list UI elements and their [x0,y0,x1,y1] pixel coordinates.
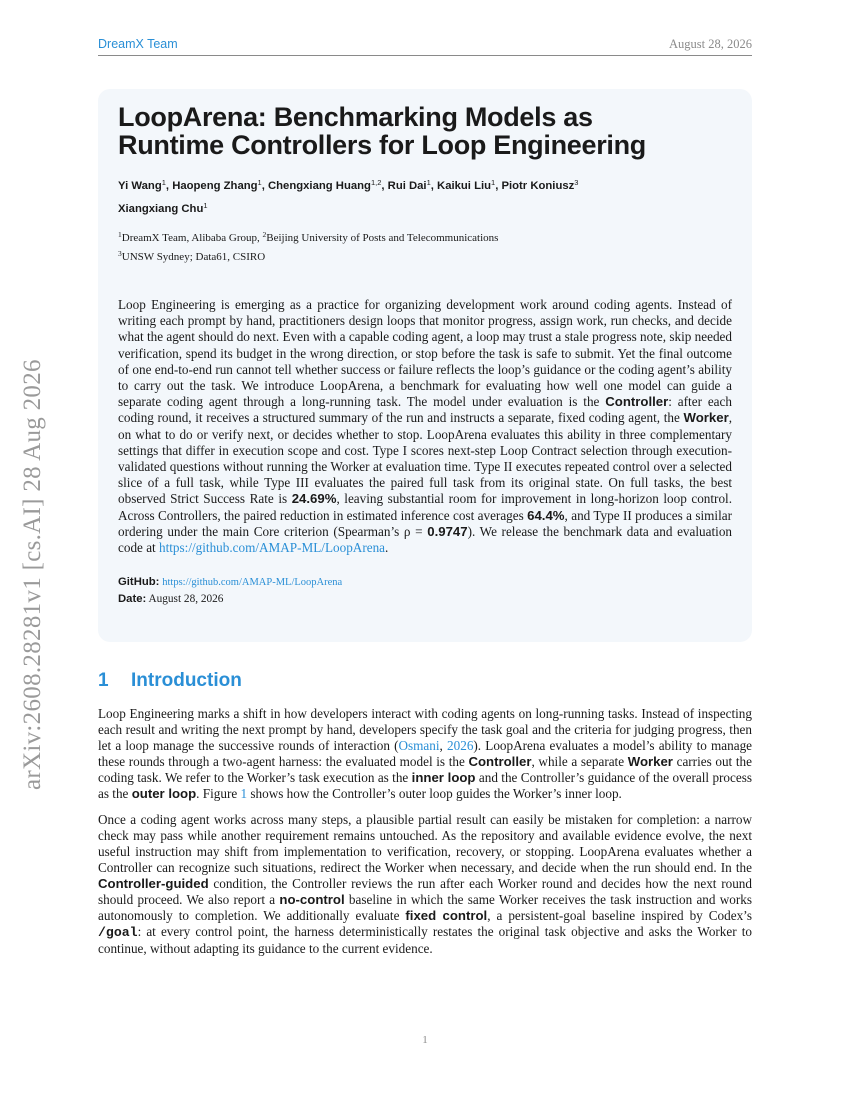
title-line-1: LoopArena: Benchmarking Models as [118,102,593,132]
author: Kaikui Liu$^1$ [437,178,496,192]
intro-paragraph-1: Loop Engineering marks a shift in how developers interact with coding agents on long-running tasks. Instead of inspecting each result and writing the next prompt by hand, developers specify the task goal and the criteria for judging progress, then let a loop manage the successive rounds of interaction (Osmani, 2026). LoopArena evaluates a model’s ability to manage these rounds through a two-agent harness: the evaluated model is the Controller, while a separate Worker carries out the coding task. We refer to the Worker’s task execution as the inner loop and the Controller’s guidance of the overall process as the outer loop. Figure 1 shows how the Controller’s outer loop guides the Worker’s inner loop. [98,706,753,802]
paper-title [118,103,732,159]
date-line: Date: August 28, 2026 [118,593,224,606]
github-line: GitHub: https://github.com/AMAP-ML/LoopArena [118,576,343,589]
running-header-team: DreamX Team [98,37,178,51]
title-line-2: Runtime Controllers for Loop Engineering [118,130,647,160]
citation-link[interactable]: Osmani, 2026 [398,738,474,754]
author: Chengxiang Huang$^{1,2}$ [268,178,382,192]
abstract-code-link[interactable]: https://github.com/AMAP-ML/LoopArena [159,540,386,556]
running-header-date: August 28, 2026 [669,37,752,51]
arxiv-side-stamp: arXiv:2608.28281v1 [cs.AI] 28 Aug 2026 [19,359,46,790]
author: Haopeng Zhang$^1$ [172,178,262,192]
page-number: 1 [422,1034,428,1046]
header-rule [98,55,752,56]
author: Rui Dai$^1$ [387,178,431,192]
figure-reference-link[interactable]: 1 [240,786,248,802]
author: Yi Wang$^1$ [118,178,166,192]
abstract-box [98,89,752,642]
affiliations: $^1$DreamX Team, Alibaba Group, $^2$Beijing University of Posts and Telecommunications $^3$UNSW Sydney; Data61, CSIRO [118,230,499,263]
section-heading-introduction: 1 Introduction [98,670,242,691]
intro-paragraph-2: Once a coding agent works across many steps, a plausible partial result can easily be mistaken for completion: a narrow check may pass while another requirement remains untouched. As the repository and available evidence evolve, the next useful instruction may shift from implementation to verification, recovery, or stopping. LoopArena evaluates whether a Controller can recognize such situations, redirect the Worker when necessary, and decide when the run should end. In the Controller-guided condition, the Controller reviews the run after each Worker round and decides how the next round should proceed. We also report a no-control baseline in which the same Worker receives the task instruction and works autonomously to completion. We additionally evaluate fixed control, a persistent-goal baseline inspired by Codex’s /goal: at every control point, the harness deterministically restates the original task objective and asks the Worker to continue, without adapting its guidance to the current evidence. [98,811,752,957]
author: Xiangxiang Chu$^1$ [118,201,208,215]
paper-meta [118,574,732,608]
abstract-text: Loop Engineering is emerging as a practice for organizing development work around coding agents. Instead of writing each prompt by hand, practitioners design loops that monitor progress, assign work, run checks, and decide what the agent should do next. Even with a capable coding agent, a loop may trust a stale progress note, skip needed verification, spend its budget in the wrong direction, or stop before the task is safe to submit. Yet the final outcome of one end-to-end run cannot tell whether success or failure reflects the loop’s guidance or the coding agent’s ability to carry out the task. We introduce LoopArena, a benchmark for evaluating how well one model can guide a separate coding agent through a long-running task. The model under evaluation is the Controller: after each coding round, it receives a structured summary of the run and instructs a separate, fixed coding agent, the Worker, on what to do or verify next, or decides whether to stop. LoopArena evaluates this ability in three complementary settings that differ in execution scope and cost. Type I scores next-step Loop Contract selection through execution-validated questions without running the Worker at evaluation time. Type II executes repeated control over a selected slice of a full task, while Type III evaluates the paired full task from its original state. On full tasks, the best observed Strict Success Rate is 24.69%, leaving substantial room for improvement in long-horizon loop control. Across Controllers, the paired reduction in estimated inference cost averages 64.4%, and Type II produces a similar ordering under the main Core criterion (Spearman’s ρ = 0.9747). We release the benchmark data and evaluation code at https://github.com/AMAP-ML/LoopArena. [118,297,733,556]
author-list: Yi Wang$^1$, Haopeng Zhang$^1$, Chengxiang Huang$^{1,2}$, Rui Dai$^1$, Kaikui Liu$^1$, Piotr Koniusz$^3$ Xiangxiang Chu$^1$ [118,178,579,215]
author: Piotr Koniusz$^3$ [501,178,579,192]
introduction-body [98,706,752,966]
github-link[interactable]: https://github.com/AMAP-ML/LoopArena [162,577,343,589]
